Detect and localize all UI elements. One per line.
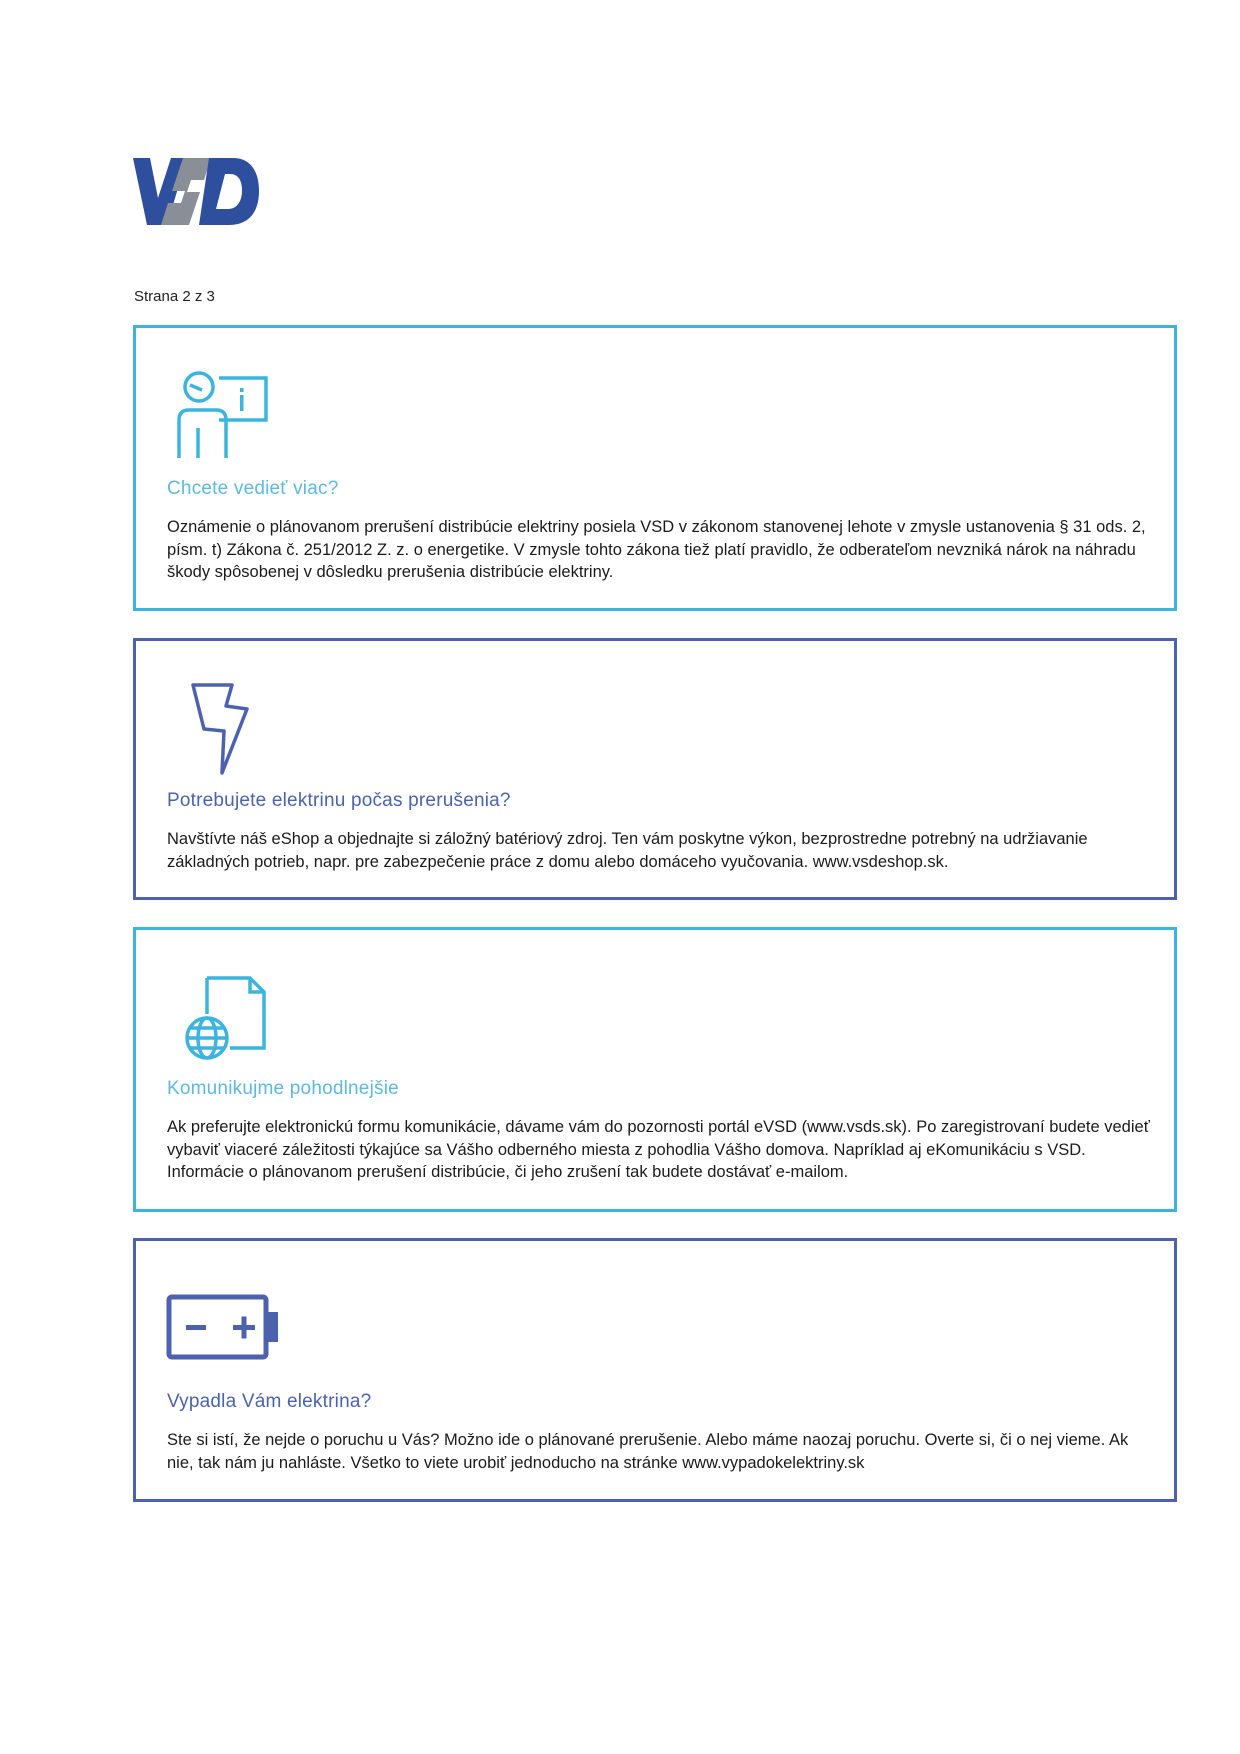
info-card-power-outage — [133, 1238, 1177, 1502]
battery-icon — [166, 1294, 282, 1362]
document-globe-icon — [182, 974, 270, 1064]
card-body: Ste si istí, že nejde o poruchu u Vás? Možno ide o plánované prerušenie. Alebo máme naozaj poruchu. Overte si, či o nej vieme. Ak nie, tak nám ju nahláste. Všetko to viete urobiť jednoducho na stránke www.vypadokelektriny.sk — [167, 1431, 1129, 1472]
card-body: Navštívte náš eShop a objednajte si záložný batériový zdroj. Ten vám poskytne výkon, bezprostredne potrebný na udržiavanie základných potrieb, napr. pre zabezpečenie práce z domu alebo domáceho vyučovania. www.vsdeshop.sk. — [167, 830, 1088, 871]
vsd-logo — [133, 158, 259, 225]
person-info-icon — [176, 370, 271, 460]
info-card-more-info — [133, 325, 1177, 611]
page-number: Strana 2 z 3 — [134, 288, 215, 305]
card-body: Ak preferujte elektronickú formu komunikácie, dávame vám do pozornosti portál eVSD (www.vsds.sk). Po zaregistrovaní budete vedieť vybaviť viaceré záležitosti týkajúce sa Vášho odberného miesta z pohodlia Vášho domova. Napríklad aj eKomunikáciu s VSD. Informácie o plánovanom prerušení distribúcie, či jeho zrušení tak budete dostávať e-mailom. — [167, 1118, 1150, 1181]
lightning-icon — [190, 681, 252, 776]
card-title: Vypadla Vám elektrina? — [167, 1391, 372, 1412]
card-title: Komunikujme pohodlnejšie — [167, 1078, 399, 1099]
card-title: Potrebujete elektrinu počas prerušenia? — [167, 790, 511, 811]
card-body: Oznámenie o plánovanom prerušení distribúcie elektriny posiela VSD v zákonom stanovenej lehote v zmysle ustanovenia § 31 ods. 2, písm. t) Zákona č. 251/2012 Z. z. o energetike. V zmysle tohto zákona tiež platí pravidlo, že odberateľom nevzniká nárok na náhradu škody spôsobenej v dôsledku prerušenia distribúcie elektriny. — [167, 518, 1146, 581]
info-card-electricity-during-outage — [133, 638, 1177, 900]
card-title: Chcete vedieť viac? — [167, 478, 339, 499]
info-card-communication — [133, 927, 1177, 1212]
